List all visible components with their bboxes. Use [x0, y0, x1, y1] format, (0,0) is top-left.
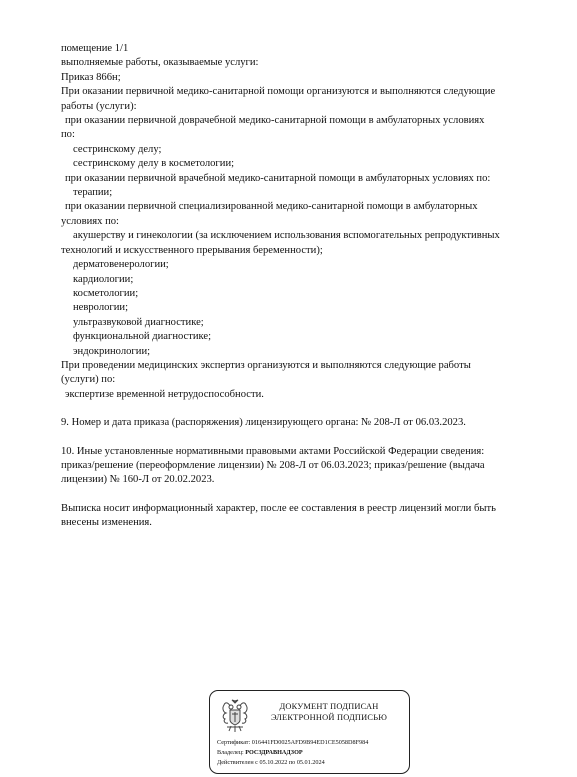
- text-line: при оказании первичной специализированной медико-санитарной помощи в амбулаторных: [65, 201, 478, 213]
- item-10-line: лицензии) № 160-Л от 20.02.2023.: [61, 474, 215, 486]
- owner-row: Владелец: РОСЗДРАВНАДЗОР: [217, 749, 303, 756]
- list-item: ультразвуковой диагностике;: [73, 316, 204, 328]
- list-item: эндокринологии;: [73, 345, 151, 357]
- coat-of-arms-icon: [219, 699, 251, 733]
- text-line: Приказ 866н;: [61, 71, 121, 83]
- text-line: При проведении медицинских экспертиз организуются и выполняются следующие работы: [61, 359, 471, 371]
- document-body: [61, 42, 551, 531]
- list-item: терапии;: [73, 187, 113, 199]
- item-10-line: 10. Иные установленные нормативными правовыми актами Российской Федерации сведения:: [61, 445, 485, 457]
- text-line: работы (услуги):: [61, 100, 137, 112]
- text-line: условиях по:: [61, 215, 119, 227]
- text-line: технологий и искусственного прерывания беременности);: [61, 244, 323, 256]
- list-item: акушерству и гинекологии (за исключением использования вспомогательных репродуктивных: [73, 230, 500, 242]
- signature-title: ДОКУМЕНТ ПОДПИСАН ЭЛЕКТРОННОЙ ПОДПИСЬЮ: [270, 702, 388, 722]
- list-item: экспертизе временной нетрудоспособности.: [65, 388, 264, 400]
- certificate-row: Сертификат: 016441FD0025AFD9B94ED1CE5058D8F984: [217, 739, 369, 746]
- electronic-signature-stamp: [209, 690, 410, 774]
- list-item: функциональной диагностике;: [73, 331, 212, 343]
- validity-row: Действителен с 05.10.2022 по 05.01.2024: [217, 759, 325, 766]
- item-10-line: приказ/решение (переоформление лицензии) № 208-Л от 06.03.2023; приказ/решение (выдача: [61, 459, 485, 471]
- text-line: помещение 1/1: [61, 43, 129, 54]
- list-item: косметологии;: [73, 287, 139, 299]
- list-item: неврологии;: [73, 302, 129, 314]
- list-item: кардиологии;: [73, 273, 134, 285]
- text-line: при оказании первичной доврачебной медико-санитарной помощи в амбулаторных условиях: [65, 115, 485, 127]
- list-item: сестринскому делу в косметологии;: [73, 158, 235, 170]
- text-line: по:: [61, 129, 75, 141]
- text-line: При оказании первичной медико-санитарной помощи организуются и выполняются следующие: [61, 86, 496, 98]
- list-item: сестринскому делу;: [73, 143, 162, 155]
- item-9-order: 9. Номер и дата приказа (распоряжения) лицензирующего органа: № 208-Л от 06.03.2023.: [61, 417, 466, 429]
- text-line: при оказании первичной врачебной медико-санитарной помощи в амбулаторных условиях по:: [65, 172, 491, 184]
- list-item: дерматовенерологии;: [73, 259, 169, 271]
- notice-line: внесены изменения.: [61, 517, 152, 529]
- text-line: выполняемые работы, оказываемые услуги:: [61, 57, 259, 69]
- notice-line: Выписка носит информационный характер, после ее составления в реестр лицензий могли быть: [61, 502, 496, 514]
- text-line: (услуги) по:: [61, 374, 116, 386]
